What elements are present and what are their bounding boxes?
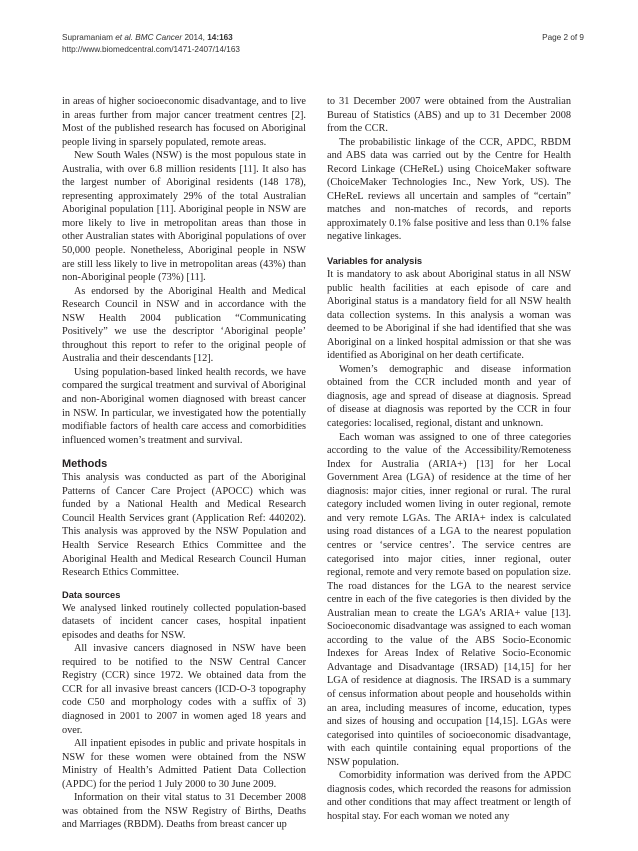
paragraph: to 31 December 2007 were obtained from the Australian Bureau of Statistics (ABS) and up to 31 December 2008 from the CCR. (327, 96, 571, 135)
citation-year: 2014, (184, 33, 205, 42)
paragraph: All inpatient episodes in public and private hospitals in NSW for these women were obtained from the NSW Ministry of Health’s Admitted Patient Data Collection (APDC) for the period 1 July 2000 to 30 June 2009. (62, 738, 306, 790)
left-column (62, 95, 306, 832)
citation-etal: et al. (115, 33, 134, 42)
right-column (327, 95, 571, 823)
citation-volume: 14:163 (207, 33, 233, 42)
paragraph: The probabilistic linkage of the CCR, APDC, RBDM and ABS data was carried out by the Centre for Health Record Linkage (CHeReL) using ChoiceMaker software (ChoiceMaker Technologies Inc., New York, US). The CHeReL reviews all uncertain and samples of “certain” matches and non-matches of records, and reports approximately 0.1% false positive and less than 0.1% false negative linkages. (327, 136, 571, 243)
paragraph: in areas of higher socioeconomic disadvantage, and to live in areas further from major cancer treatment centres [2]. Most of the published research has focused on Aboriginal people living in sparsely populated, remote areas. (62, 96, 306, 148)
paragraph: Using population-based linked health records, we have compared the surgical treatment and survival of Aboriginal and non-Aboriginal women diagnosed with breast cancer in NSW. In particular, we investigated how the potentially modifiable factors of health care access and comorbidities influenced women’s treatment and survival. (62, 366, 306, 446)
page-header (62, 32, 584, 56)
methods-heading: Methods (62, 458, 108, 471)
page-number: Page 2 of 9 (542, 33, 584, 42)
paragraph: As endorsed by the Aboriginal Health and Medical Research Council in NSW and in accordance with the NSW Health 2004 publication “Communicating Positively” we use the descriptor ‘Aboriginal people’ throughout this report to refer to the original people of Australia and their descendants [12]. (62, 285, 306, 365)
paragraph: Women’s demographic and disease information obtained from the CCR included month and year of diagnosis, age and spread of disease at diagnosis. Spread of disease at diagnosis was reported by the CCR in four categories: localised, regional, distant and unknown. (327, 363, 571, 430)
article-url[interactable]: http://www.biomedcentral.com/1471-2407/14/163 (62, 45, 240, 54)
paragraph: New South Wales (NSW) is the most populous state in Australia, with over 6.8 million residents [11]. It also has the largest number of Aboriginal residents (148 178), representing approximately 29% of the total Australian Aboriginal population [11]. Aboriginal people in NSW are more likely to live in metropolitan areas than those in other Australian states with Aboriginal populations of over 50,000 people. Nonetheless, Aboriginal people in NSW are still less likely to live in metropolitan areas (43%) than non-Aboriginal people (73%) [11]. (62, 150, 306, 284)
paragraph: We analysed linked routinely collected population-based datasets of incident cancer cases, hospital inpatient episodes and deaths for NSW. (62, 602, 306, 641)
paragraph: This analysis was conducted as part of the Aboriginal Patterns of Cancer Care Project (APOCC) which was funded by a National Health and Medical Research Council Health Services grant (Application Ref: 440202). This analysis was approved by the NSW Population and Health Service Research Ethics Committee and the Aboriginal Health and Medical Research Council Human Research Ethics Committee. (62, 472, 306, 579)
citation (62, 32, 584, 44)
data-sources-heading: Data sources (62, 589, 121, 600)
paragraph: Information on their vital status to 31 December 2008 was obtained from the NSW Registry of Births, Deaths and Marriages (RBDM). Deaths from breast cancer up (62, 792, 306, 831)
paragraph: All invasive cancers diagnosed in NSW have been required to be notified to the NSW Central Cancer Registry (CCR) since 1972. We obtained data from the CCR for all invasive breast cancers (ICD-O-3 topography code C50 and morphology codes with a suffix of 3) diagnosed in 2001 to 2007 in women aged 18 years and over. (62, 643, 306, 736)
variables-heading: Variables for analysis (327, 256, 423, 267)
paragraph: It is mandatory to ask about Aboriginal status in all NSW public health facilities at each episode of care and Aboriginal status is a mandatory field for all NSW health data collection systems. In this analysis a woman was deemed to be Aboriginal if she had identified that she was Aboriginal on a linked hospital admission or that she was identified as Aboriginal on her death certificate. (327, 269, 571, 362)
paragraph: Each woman was assigned to one of three categories according to the value of the Accessibility/Remoteness Index for Australia (ARIA+) [13] for her Local Government Area (LGA) of residence at the time of her diagnosis: major cities, inner regional or rural. The rural category included women living in outer regional, remote and very remote LGAs. The ARIA+ index is calculated using road distances of a LGA to the nearest population centres or ‘service centres’. The service centres are categorised into major cities, inner regional, outer regional, remote and very remote based on population size. The road distances for the LGA to the nearest service centre in each of the five categories is then divided by the Australian mean to create the LGA’s ARIA+ value [13]. Socioeconomic disadvantage was assigned to each woman according to the value of the ABS Socio-Economic Indexes for Areas Index of Relative Socio-Economic Advantage and Disadvantage (IRSAD) [14,15] for her LGA of residence at diagnosis. The IRSAD is a summary of census information about people and households within an area, including measures of income, education, types and sizes of housing and occupation [14,15]. LGAs were categorised into quintiles of socioeconomic disadvantage, with each quintile containing equal proportions of the NSW population. (327, 431, 571, 768)
citation-journal: BMC Cancer (135, 33, 183, 42)
paragraph: Comorbidity information was derived from the APDC diagnosis codes, which recorded the reasons for admission and other conditions that may affect treatment or length of hospital stay. For each woman we noted any (327, 770, 571, 822)
citation-authors: Supramaniam (62, 33, 113, 42)
